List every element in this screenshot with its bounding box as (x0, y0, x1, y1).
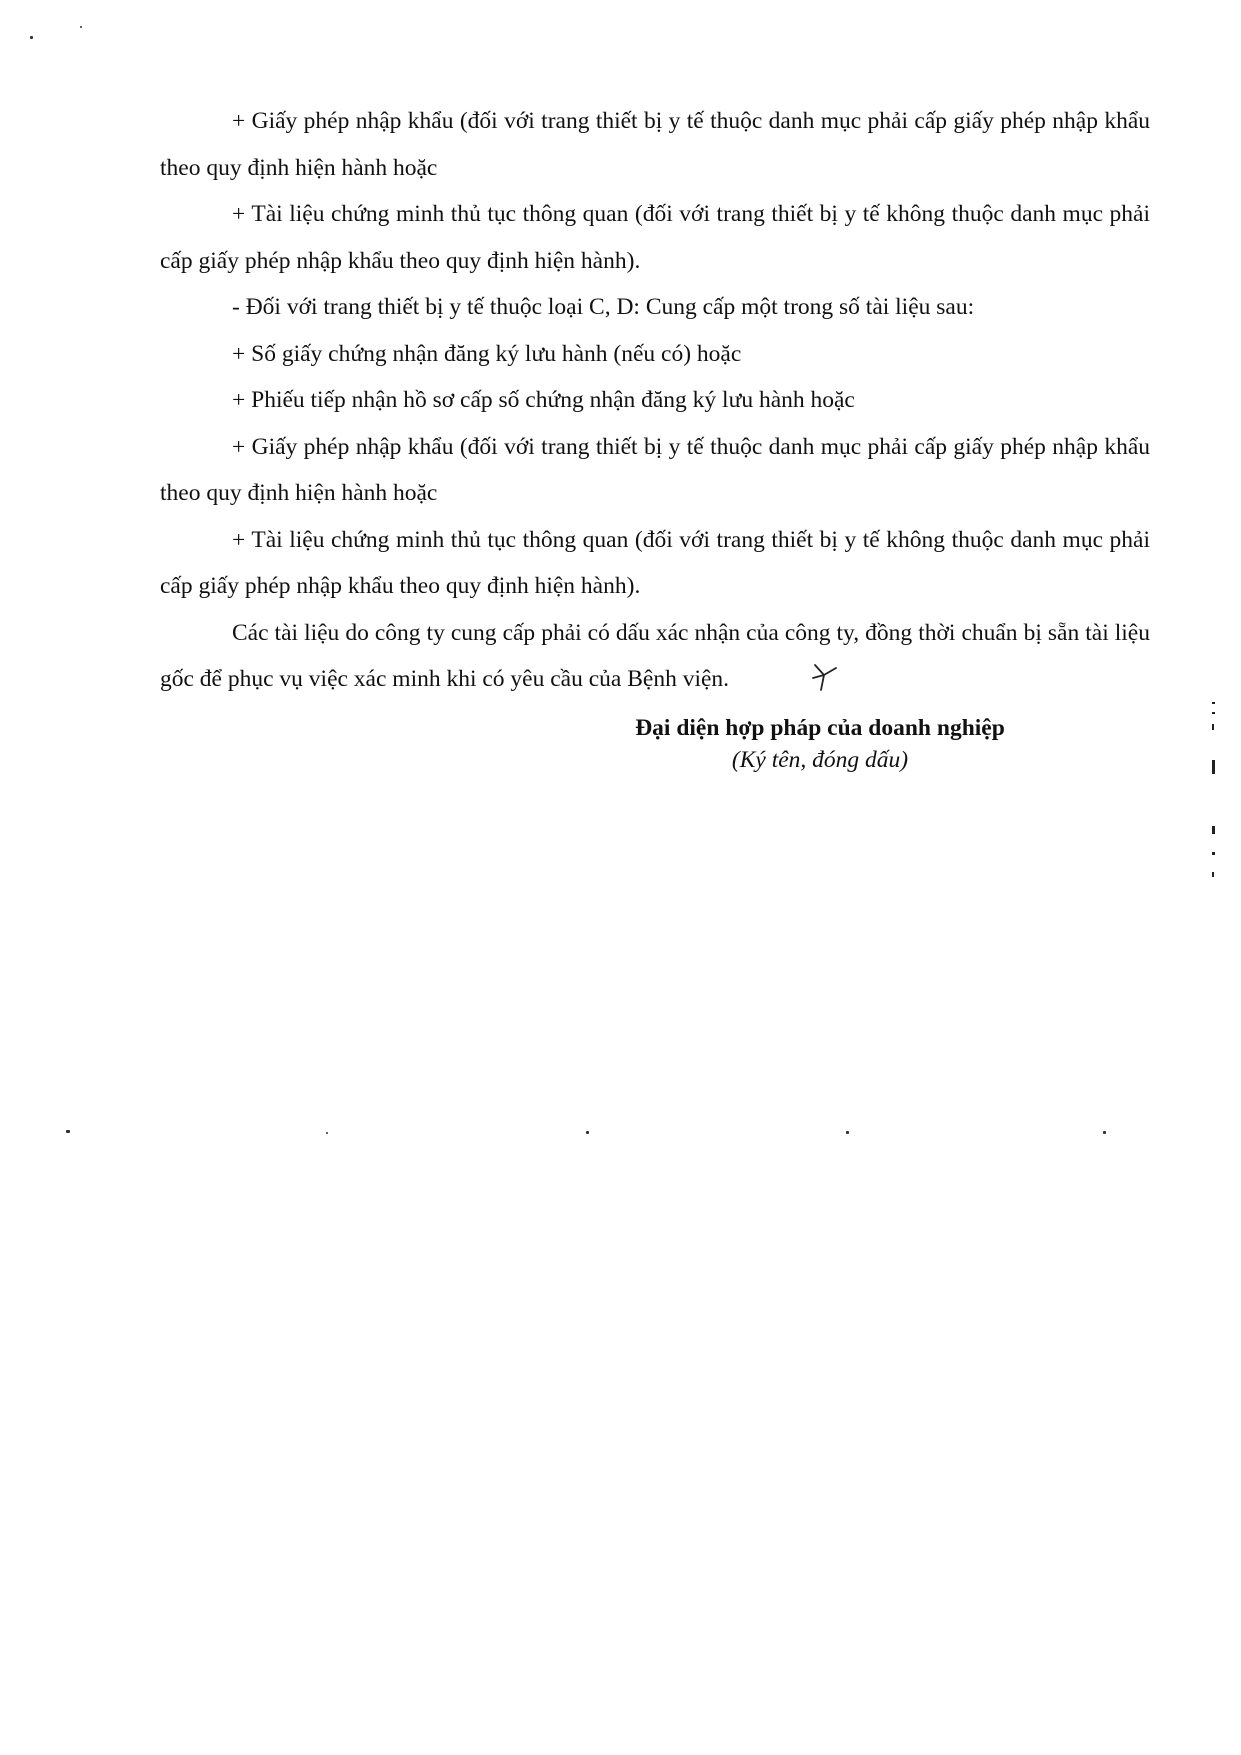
signature-block (560, 712, 1080, 776)
scan-speck (80, 26, 82, 28)
paragraph-import-license-2: + Giấy phép nhập khẩu (đối với trang thiết bị y tế thuộc danh mục phải cấp giấy phép nhập khẩu theo quy định hiện hành hoặc (160, 433, 1150, 506)
scan-edge-mark (1212, 702, 1215, 704)
paragraph-receipt-slip: + Phiếu tiếp nhận hồ sơ cấp số chứng nhận đăng ký lưu hành hoặc (232, 387, 855, 413)
document-body (160, 98, 1150, 709)
scan-edge-mark (1212, 712, 1215, 714)
closing-note-text: Các tài liệu do công ty cung cấp phải có dấu xác nhận của công ty, đồng thời chuẩn bị sẵn tài liệu gốc để phục vụ việc xác minh khi có yêu cầu của Bệnh viện. (160, 619, 1150, 692)
scan-speck (1103, 1131, 1106, 1134)
paragraph-closing-note (160, 610, 1150, 709)
scan-edge-mark (1212, 872, 1214, 877)
scan-speck (326, 1132, 328, 1134)
paragraph-customs-clearance: + Tài liệu chứng minh thủ tục thông quan (đối với trang thiết bị y tế không thuộc danh mục phải cấp giấy phép nhập khẩu theo quy định hiện hành). (160, 201, 1150, 274)
scan-edge-mark (1212, 760, 1215, 774)
paragraph-registration-number: + Số giấy chứng nhận đăng ký lưu hành (nếu có) hoặc (232, 340, 742, 367)
scan-edge-mark (1212, 852, 1215, 855)
scan-speck (846, 1131, 849, 1134)
signature-title: Đại diện hợp pháp của doanh nghiệp (635, 715, 1005, 741)
scan-speck (586, 1131, 589, 1134)
scan-speck (66, 1130, 70, 1133)
paragraph-class-cd-heading: - Đối với trang thiết bị y tế thuộc loại C, D: Cung cấp một trong số tài liệu sau: (232, 294, 975, 320)
handwritten-end-mark (737, 662, 839, 709)
scan-edge-mark (1212, 724, 1214, 730)
paragraph-import-license: + Giấy phép nhập khẩu (đối với trang thiết bị y tế thuộc danh mục phải cấp giấy phép nhập khẩu theo quy định hiện hành hoặc (160, 108, 1150, 181)
scan-edge-mark (1212, 826, 1215, 834)
scan-speck (30, 36, 33, 39)
signature-note: (Ký tên, đóng dấu) (731, 747, 909, 773)
paragraph-customs-clearance-2: + Tài liệu chứng minh thủ tục thông quan (đối với trang thiết bị y tế không thuộc danh mục phải cấp giấy phép nhập khẩu theo quy định hiện hành). (160, 526, 1150, 599)
